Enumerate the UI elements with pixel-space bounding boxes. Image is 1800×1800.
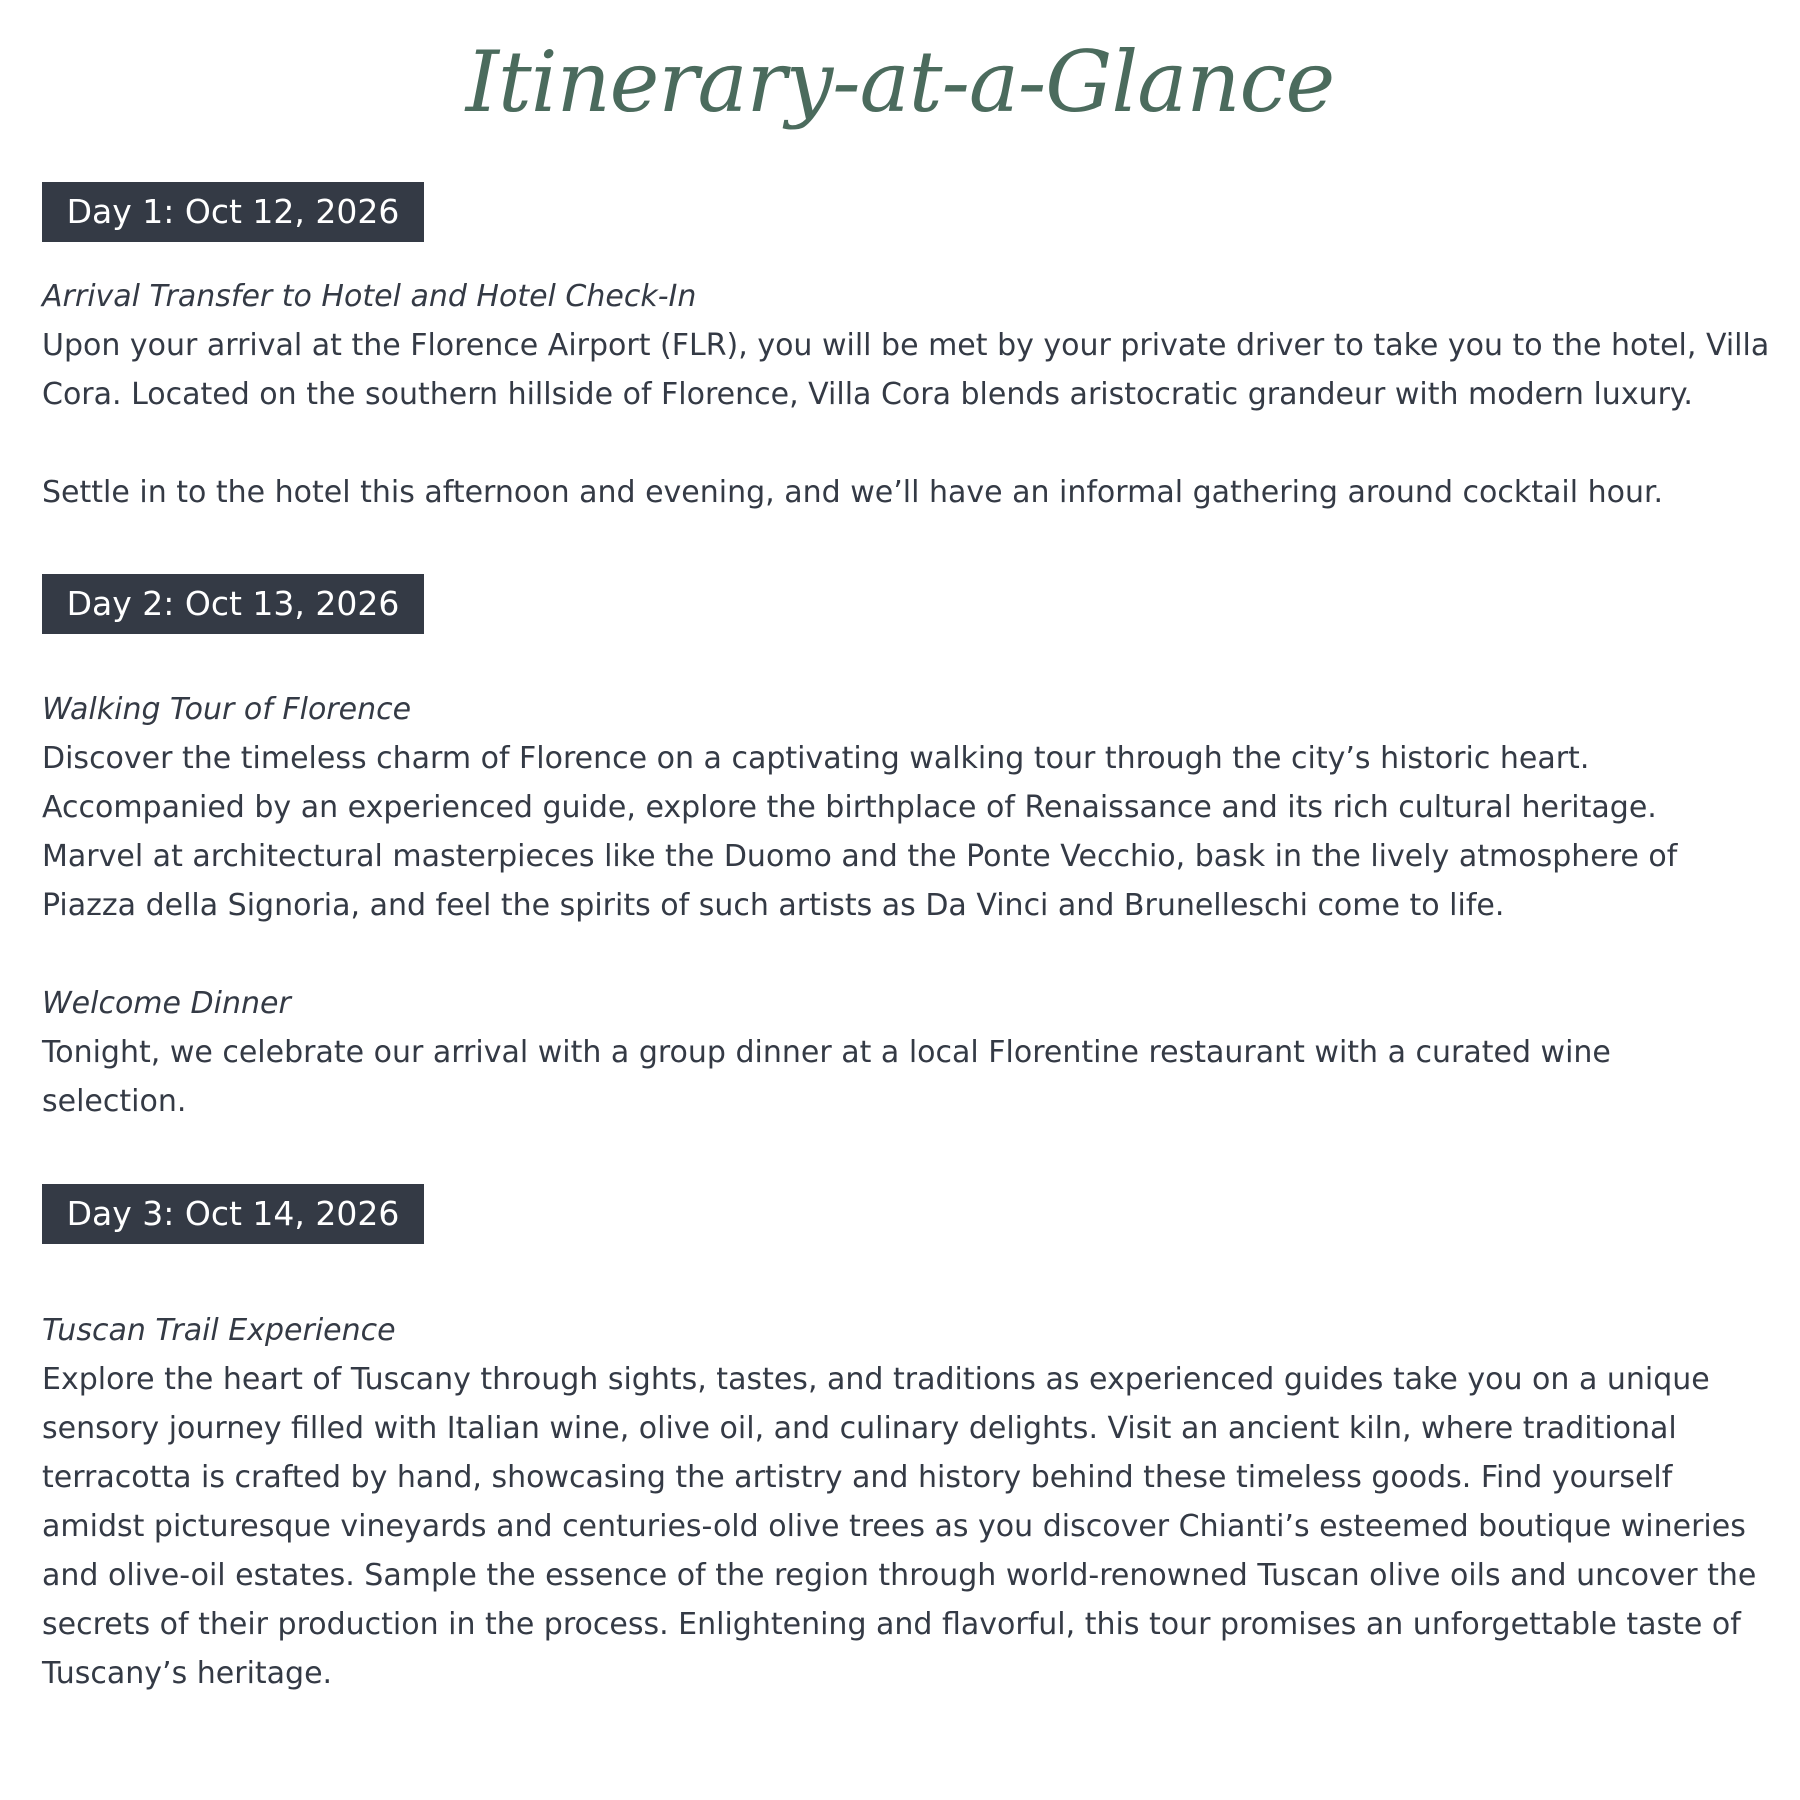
body-line: Settle in to the hotel this afternoon and evening, and we’ll have an informal gathering around cocktail hour.: [42, 475, 1664, 510]
day-3-section-1-subhead: Tuscan Trail Experience: [42, 1313, 396, 1348]
day-1-section-2-body: [42, 468, 1770, 517]
day-1-badge: Day 1: Oct 12, 2026: [42, 182, 424, 242]
day-2-section-1-body: [42, 734, 1770, 930]
day-3-badge: Day 3: Oct 14, 2026: [42, 1184, 424, 1244]
day-3-section-1-body: [42, 1355, 1770, 1698]
body-line: Accompanied by an experienced guide, explore the birthplace of Renaissance and its rich cultural heritage.: [42, 790, 1657, 825]
body-line: and olive-oil estates. Sample the essence of the region through world-renowned Tuscan olive oils and uncover the: [42, 1558, 1757, 1593]
body-line: secrets of their production in the process. Enlightening and flavorful, this tour promises an unforgettable taste of: [42, 1607, 1741, 1642]
body-line: terracotta is crafted by hand, showcasing the artistry and history behind these timeless goods. Find yourself: [42, 1460, 1673, 1495]
day-2-section-2-subhead: Welcome Dinner: [42, 986, 291, 1021]
day-2-section-1-subhead: Walking Tour of Florence: [42, 692, 412, 727]
body-line: selection.: [42, 1084, 187, 1119]
body-line: Discover the timeless charm of Florence on a captivating walking tour through the city’s historic heart.: [42, 741, 1590, 776]
day-1-section-1-body: [42, 321, 1770, 419]
body-line: Upon your arrival at the Florence Airport (FLR), you will be met by your private driver to take you to the hotel, Villa: [42, 328, 1770, 363]
page-title: Itinerary-at-a-Glance: [465, 33, 1335, 131]
body-line: Tuscany’s heritage.: [42, 1656, 333, 1691]
body-line: Marvel at architectural masterpieces like the Duomo and the Ponte Vecchio, bask in the lively atmosphere of: [42, 839, 1678, 874]
body-line: sensory journey filled with Italian wine, olive oil, and culinary delights. Visit an ancient kiln, where traditional: [42, 1411, 1677, 1446]
day-1-section-1-subhead: Arrival Transfer to Hotel and Hotel Check-In: [42, 279, 697, 314]
day-2-badge: Day 2: Oct 13, 2026: [42, 574, 424, 634]
body-line: Piazza della Signoria, and feel the spirits of such artists as Da Vinci and Brunelleschi come to life.: [42, 888, 1505, 923]
day-2-section-2-body: [42, 1028, 1770, 1126]
body-line: Explore the heart of Tuscany through sights, tastes, and traditions as experienced guides take you on a unique: [42, 1362, 1710, 1397]
body-line: Cora. Located on the southern hillside of Florence, Villa Cora blends aristocratic grandeur with modern luxury.: [42, 377, 1693, 412]
body-line: Tonight, we celebrate our arrival with a group dinner at a local Florentine restaurant with a curated wine: [42, 1035, 1611, 1070]
body-line: amidst picturesque vineyards and centuries-old olive trees as you discover Chianti’s esteemed boutique wineries: [42, 1509, 1746, 1544]
